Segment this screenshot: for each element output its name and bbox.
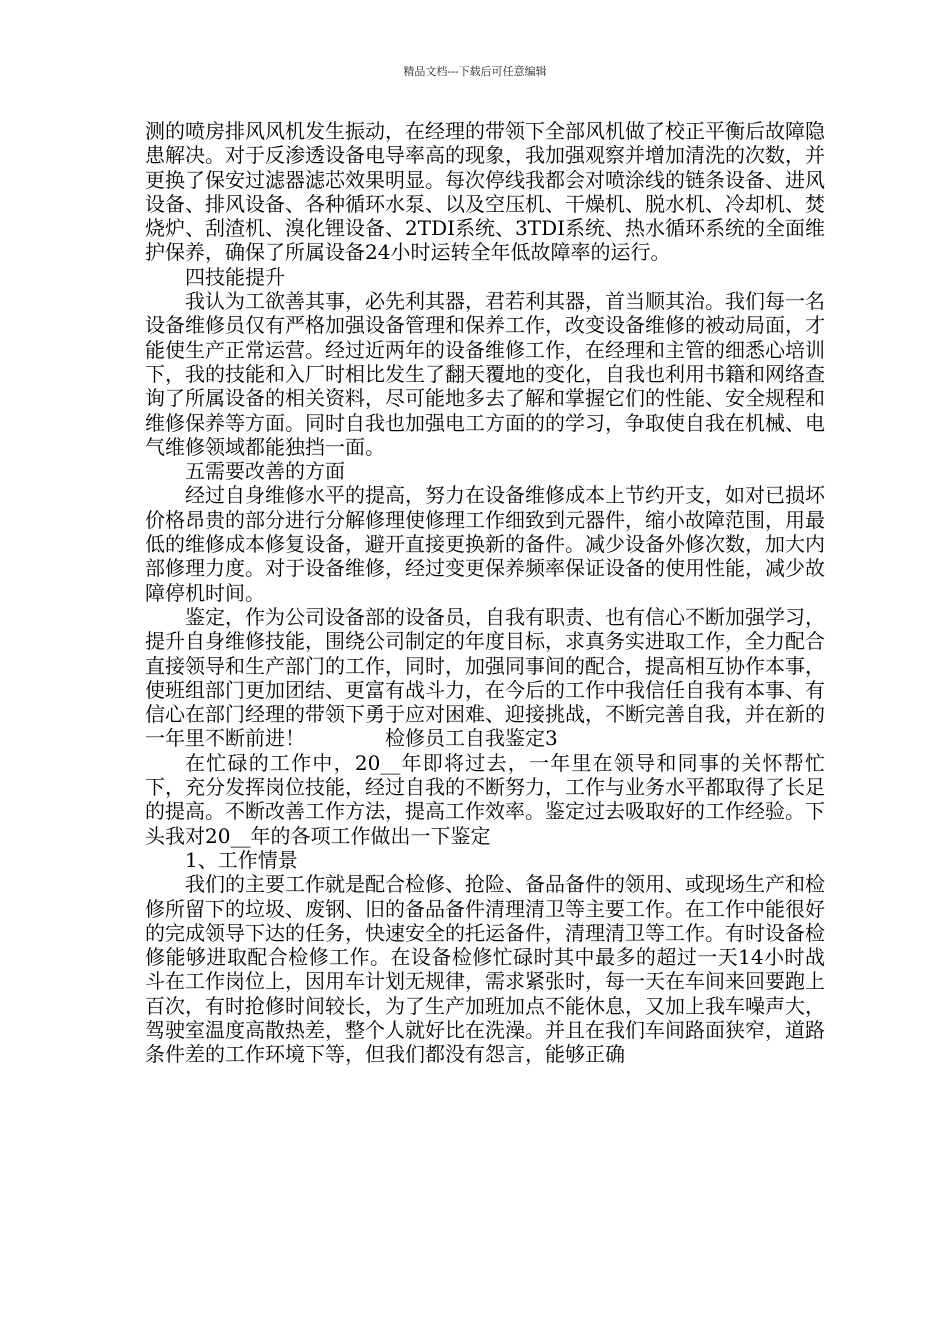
page-header: 精品文档---下载后可任意编辑	[403, 65, 547, 78]
paragraph-improvement-areas: 经过自身维修水平的提高，努力在设备维修成本上节约开支，如对已损坏价格昂贵的部分进行分解修理使修理工作细致到元器件，缩小故障范围，用最低的维修成本修复设备，避开直接更换新的备件。减少设备外修次数，加大内部修理力度。对于设备维修，经过变更保养频率保证设备的使用性能，减少故障停机时间。	[145, 483, 825, 605]
paragraph-year-intro: 在忙碌的工作中，20__年即将过去，一年里在领导和同事的关怀帮忙下，充分发挥岗位技能，经过自我的不断努力，工作与业务水平都取得了长足的提高。不断改善工作方法，提高工作效率。鉴定过去吸取好的工作经验。下头我对20__年的各项工作做出一下鉴定	[145, 750, 825, 848]
paragraph-summary	[145, 605, 825, 751]
paragraph-skill-improvement: 我认为工欲善其事，必先利其器，君若利其器，首当顺其治。我们每一名设备维修员仅有严格加强设备管理和保养工作，改变设备维修的被动局面，才能使生产正常运营。经过近两年的设备维修工作，在经理和主管的细悉心培训下，我的技能和入厂时相比发生了翻天覆地的变化，自我也利用书籍和网络查询了所属设备的相关资料，尽可能地多去了解和掌握它们的性能、安全规程和维修保养等方面。同时自我也加强电工方面的的学习，争取使自我在机械、电气维修领域都能独挡一面。	[145, 289, 825, 459]
paragraph-work-situation: 我们的主要工作就是配合检修、抢险、备品备件的领用、或现场生产和检修所留下的垃圾、废钢、旧的备品备件清理清卫等主要工作。在工作中能很好的完成领导下达的任务，快速安全的托运备件，清理清卫等工作。有时设备检修能够进取配合检修工作。在设备检修忙碌时其中最多的超过一天14小时战斗在工作岗位上，因用车计划无规律，需求紧张时，每一天在车间来回要跑上百次，有时抢修时间较长，为了生产加班加点不能休息，又加上我车噪声大，驾驶室温度高散热差，整个人就好比在洗澡。并且在我们车间路面狭窄，道路条件差的工作环境下等，但我们都没有怨言，能够正确	[145, 872, 825, 1067]
article-title-3: 检修员工自我鉴定3	[385, 726, 558, 751]
summary-text: 鉴定，作为公司设备部的设备员，自我有职责、也有信心不断加强学习，提升自身维修技能，围绕公司制定的年度目标，求真务实进取工作，全力配合直接领导和生产部门的工作，同时，加强同事间的配合，提高相互协作本事，使班组部门更加团结、更富有战斗力，在今后的工作中我信任自我有本事、有信心在部门经理的带领下勇于应对困难、迎接挑战，不断完善自我，并在新的一年里不断前进！	[145, 604, 825, 751]
paragraph-equipment-maintenance: 测的喷房排风风机发生振动，在经理的带领下全部风机做了校正平衡后故障隐患解决。对于反渗透设备电导率高的现象，我加强观察并增加清洗的次数，并更换了保安过滤器滤芯效果明显。每次停线我都会对喷涂线的链条设备、进风设备、排风设备、各种循环水泵、以及空压机、干燥机、脱水机、冷却机、焚烧炉、刮渣机、溴化锂设备、2TDI系统、3TDI系统、热水循环系统的全面维护保养，确保了所属设备24小时运转全年低故障率的运行。	[145, 119, 825, 265]
section-heading-skill-improvement: 四技能提升	[185, 264, 285, 289]
section-heading-work-situation: 1、工作情景	[185, 847, 298, 872]
section-heading-improvement-areas: 五需要改善的方面	[185, 459, 345, 484]
document-body	[145, 119, 825, 1067]
